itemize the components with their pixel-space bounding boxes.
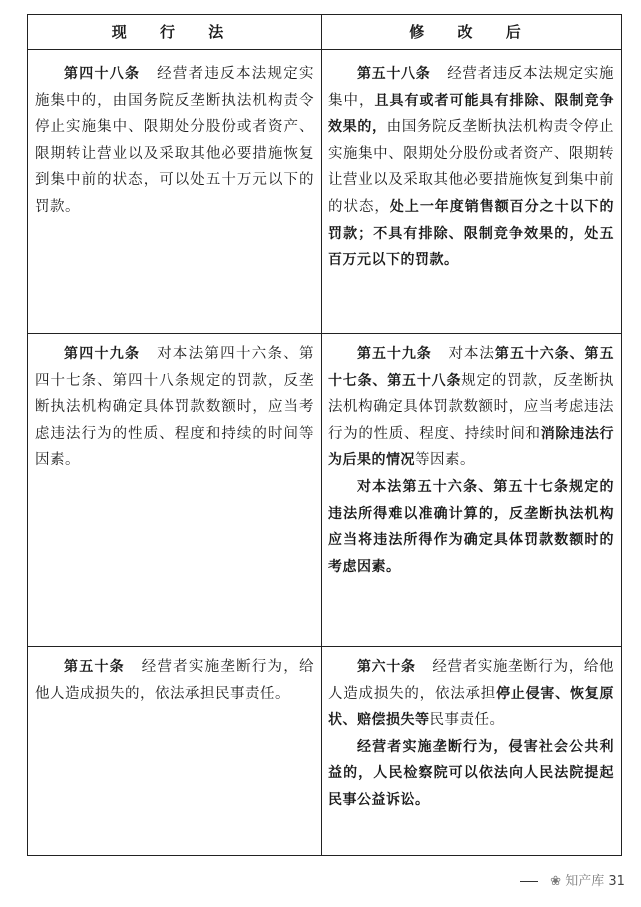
article-text: 经营者实施垄断行为，给他人造成损失的，依法承担民事责任。	[35, 659, 314, 702]
article-paragraph	[328, 654, 614, 734]
article-text: 经营者违反本法规定实施集中，	[328, 66, 614, 109]
article-text: 对本法	[448, 346, 495, 362]
article-paragraph	[328, 734, 614, 814]
article-paragraph	[35, 341, 314, 474]
article-number: 第五十八条	[357, 66, 431, 82]
article-number: 第六十条	[357, 659, 416, 675]
row-3-revised	[328, 654, 614, 849]
article-paragraph	[328, 61, 614, 274]
amended-text: 且具有或者可能具有排除、限制竞争效果的，	[328, 92, 614, 136]
amended-text: 第五十六条、第五十七条、第五十八条	[328, 346, 614, 389]
header-divider	[28, 49, 621, 50]
article-text: 经营者违反本法规定实施集中的，由国务院反垄断执法机构责令停止实施集中、限期处分股份或者资产、限期转让营业以及采取其他必要措施恢复到集中前的状态，可以处五十万元以下的罚款。	[35, 66, 314, 215]
article-number: 第五十条	[64, 659, 125, 675]
amended-text: 处上一年度销售额百分之十以下的罚款；不具有排除、限制竞争效果的，处五百万元以下的罚款。	[328, 198, 614, 269]
row-1-revised	[328, 61, 614, 329]
row-divider-2	[28, 646, 621, 647]
amended-text: 对本法第五十六条、第五十七条规定的违法所得难以准确计算的，反垄断执法机构应当将违法所得作为确定具体罚款数额时的考虑因素。	[328, 478, 614, 575]
header-current-law: 现 行 法	[111, 23, 238, 41]
footer-dash	[520, 881, 538, 882]
row-2-revised	[328, 341, 614, 641]
amended-text: 经营者实施垄断行为，侵害社会公共利益的，人民检察院可以依法向人民法院提起民事公益诉讼。	[328, 738, 614, 808]
article-paragraph	[35, 61, 314, 221]
article-text: 由国务院反垄断执法机构责令停止实施集中、限期处分股份或者资产、限期转让营业以及采取其他必要措施恢复到集中前的状态，	[328, 119, 614, 215]
amended-text: 停止侵害、恢复原状、赔偿损失等	[328, 685, 614, 729]
row-divider-1	[28, 333, 621, 334]
comparison-table	[27, 14, 622, 856]
row-1-current	[35, 61, 314, 329]
article-number: 第五十九条	[357, 346, 432, 362]
article-paragraph	[328, 341, 614, 474]
article-text: 民事责任。	[429, 712, 505, 729]
amended-text: 消除违法行为后果的情况	[328, 425, 614, 469]
article-number: 第四十九条	[64, 346, 141, 362]
article-paragraph	[328, 474, 614, 580]
article-text: 等因素。	[415, 452, 475, 469]
article-text: 经营者实施垄断行为，给他人造成损失的，依法承担	[328, 659, 614, 702]
header-revised-law: 修 改 后	[409, 23, 535, 41]
row-2-current	[35, 341, 314, 641]
column-divider	[321, 15, 322, 855]
watermark-text: 知产库	[565, 874, 605, 889]
article-paragraph	[35, 654, 314, 707]
article-number: 第四十八条	[64, 66, 141, 82]
article-text: 对本法第四十六条、第四十七条、第四十八条规定的罚款，反垄断执法机构确定具体罚款数额时，应当考虑违法行为的性质、程度和持续的时间等因素。	[35, 346, 314, 469]
row-3-current	[35, 654, 314, 849]
article-text: 规定的罚款，反垄断执法机构确定具体罚款数额时，应当考虑违法行为的性质、程度、持续时间和	[328, 372, 614, 442]
page-footer	[520, 870, 625, 889]
watermark-icon: ❀	[550, 874, 562, 889]
page-number: 31	[608, 874, 625, 889]
